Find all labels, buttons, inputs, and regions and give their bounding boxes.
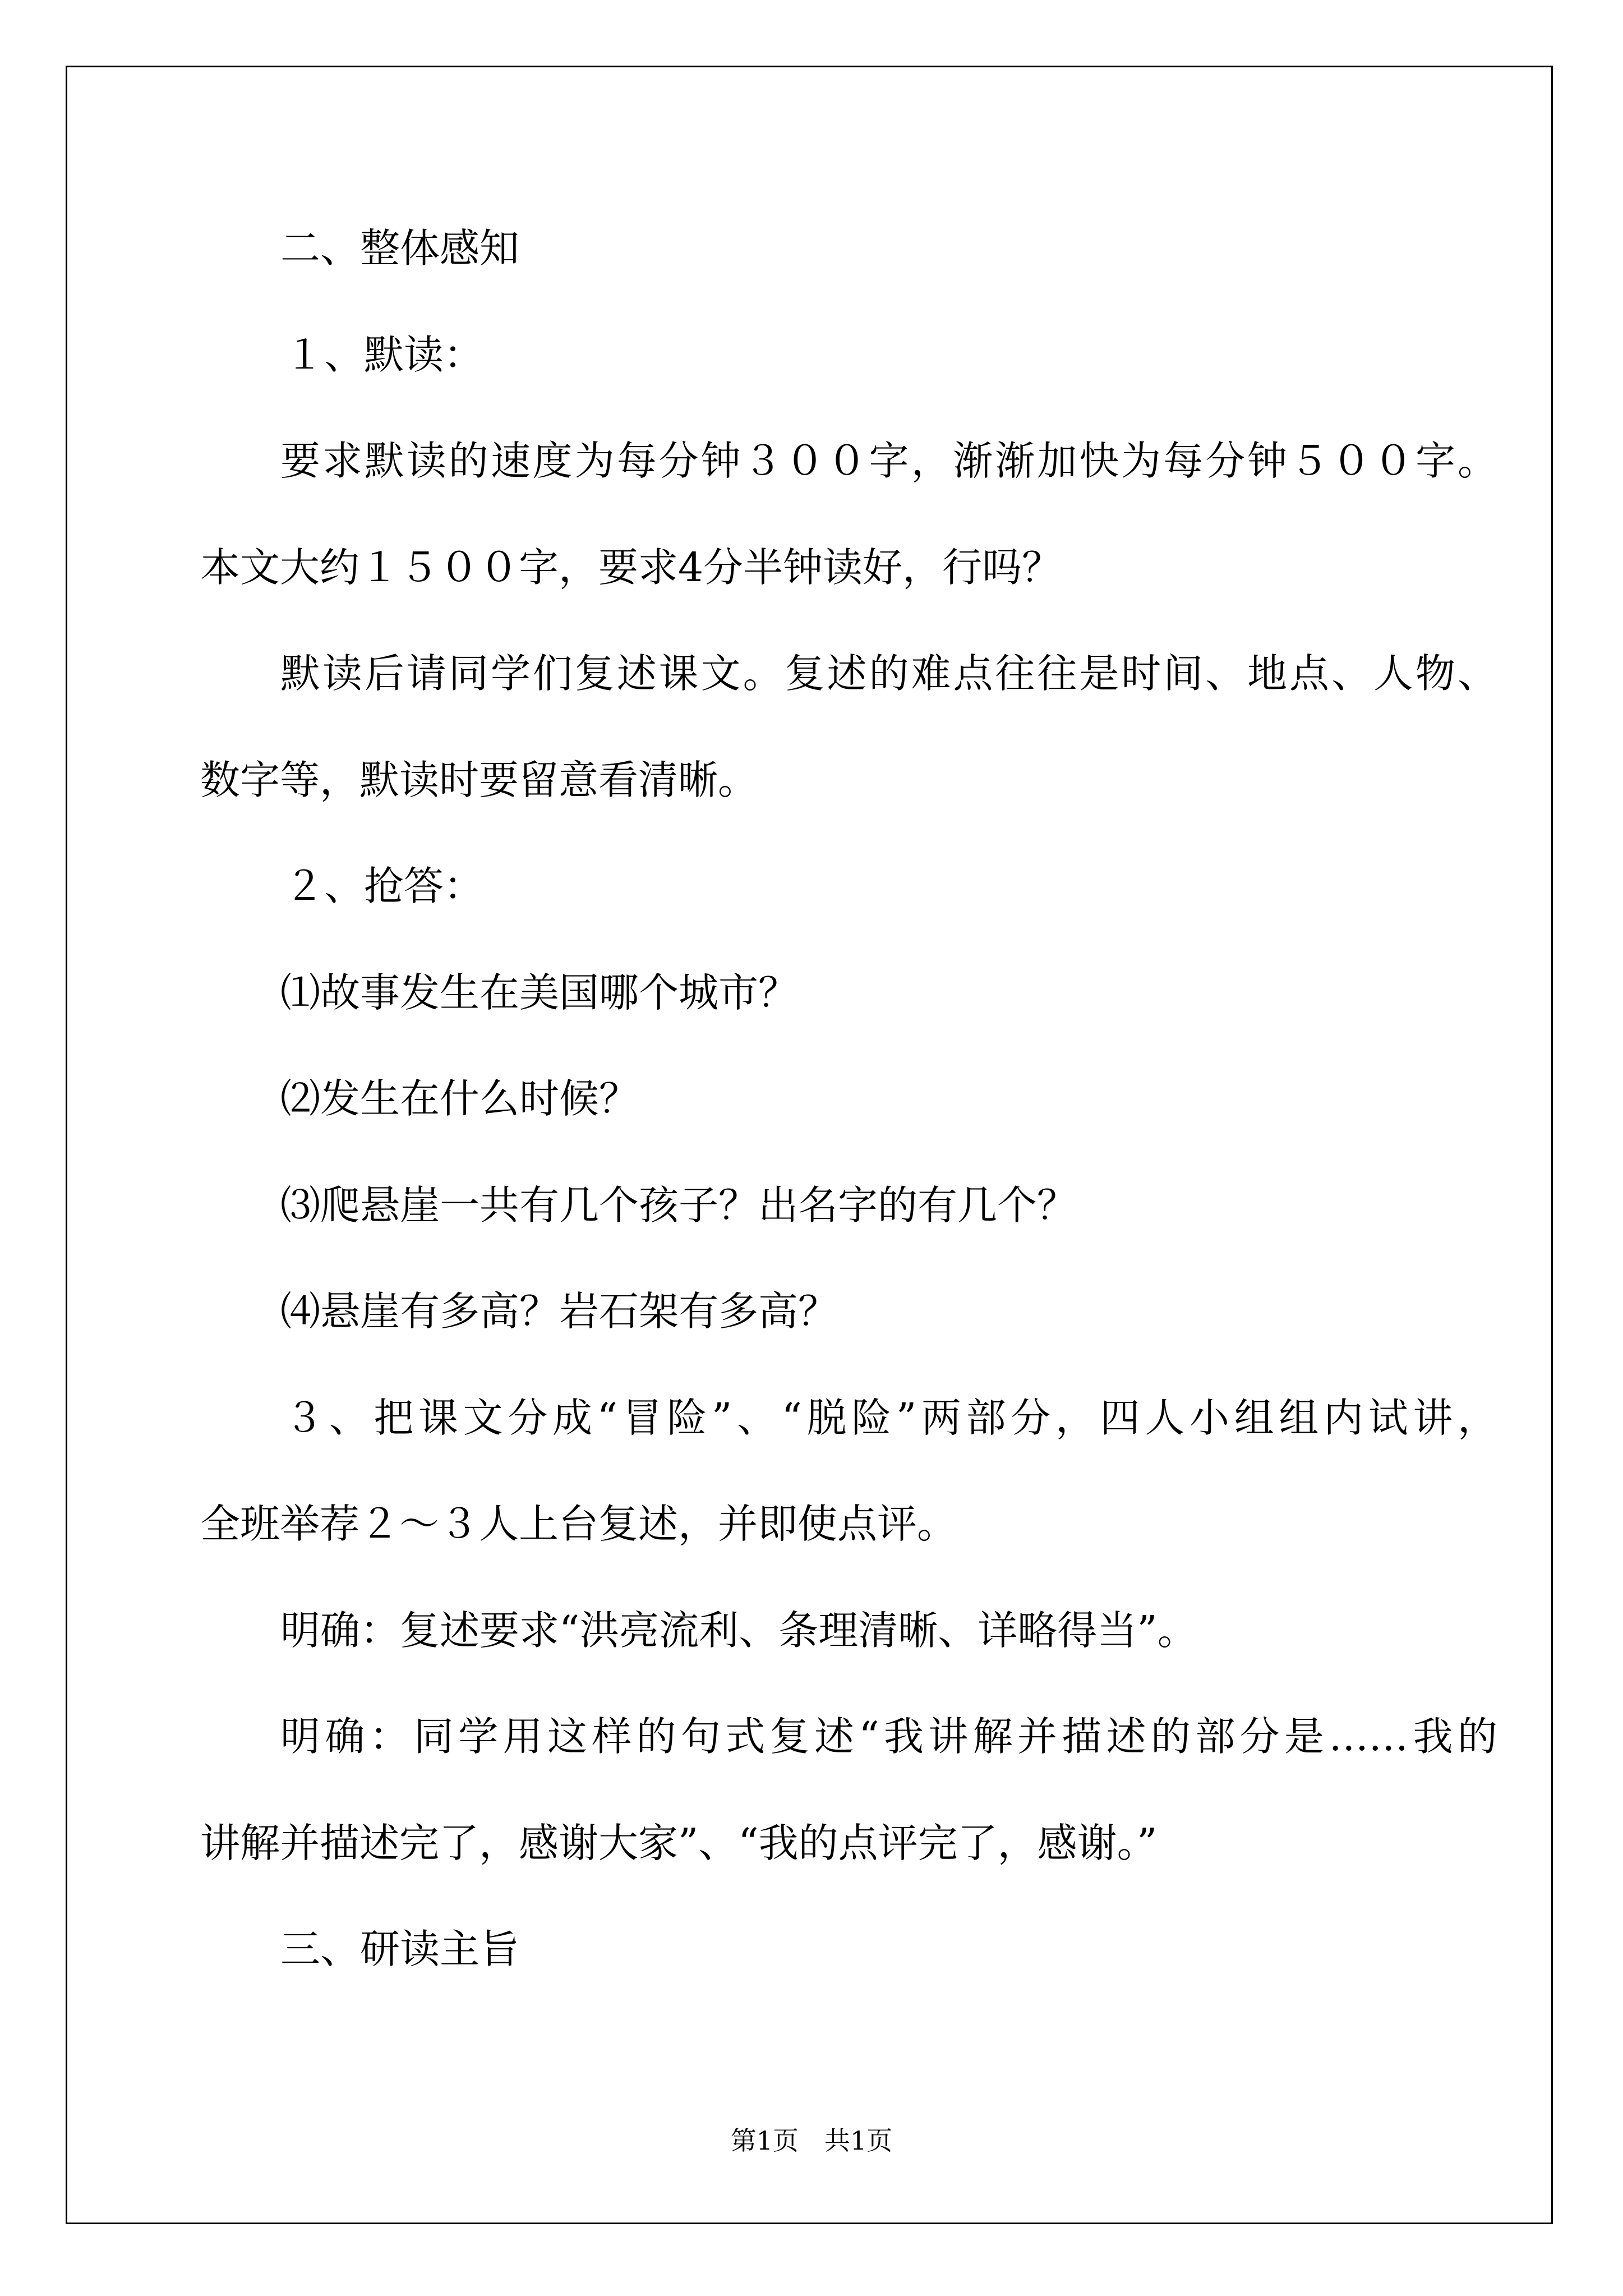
section-heading-overall-perception: 二、整体感知: [280, 225, 520, 272]
subheading-silent-reading: １、默读：: [284, 331, 484, 378]
paragraph-line: ３、把课文分成“冒险”、“脱险”两部分，四人小组组内试讲，: [284, 1394, 1497, 1441]
paragraph-line: 默读后请同学们复述课文。复述的难点往往是时间、地点、人物、: [280, 650, 1497, 697]
paragraph-line: 讲解并描述完了，感谢大家”、“我的点评完了，感谢。”: [200, 1819, 1158, 1866]
subheading-quick-answer: ２、抢答：: [284, 863, 484, 909]
paragraph-line: 数字等，默读时要留意看清晰。: [200, 756, 758, 803]
question-item-3: ⑶爬悬崖一共有几个孩子？出名字的有几个？: [280, 1181, 1077, 1228]
paragraph-line: 明确：复述要求“洪亮流利、条理清晰、详略得当”。: [280, 1607, 1197, 1654]
paragraph-line: 明确：同学用这样的句式复述“我讲解并描述的部分是……我的: [280, 1713, 1497, 1760]
question-item-2: ⑵发生在什么时候？: [280, 1075, 639, 1122]
paragraph-line: 全班举荐２～３人上台复述，并即使点评。: [200, 1501, 957, 1547]
paragraph-line: 要求默读的速度为每分钟３００字，渐渐加快为每分钟５００字。: [280, 438, 1497, 484]
question-item-4: ⑷悬崖有多高？岩石架有多高？: [280, 1288, 838, 1335]
question-item-1: ⑴故事发生在美国哪个城市？: [280, 969, 799, 1016]
paragraph-line: 本文大约１５００字，要求4分半钟读好，行吗？: [200, 544, 1062, 591]
page-number-footer: 第1页 共1页: [730, 2125, 893, 2156]
section-heading-study-theme: 三、研读主旨: [280, 1926, 520, 1972]
document-body: [200, 195, 1497, 2003]
